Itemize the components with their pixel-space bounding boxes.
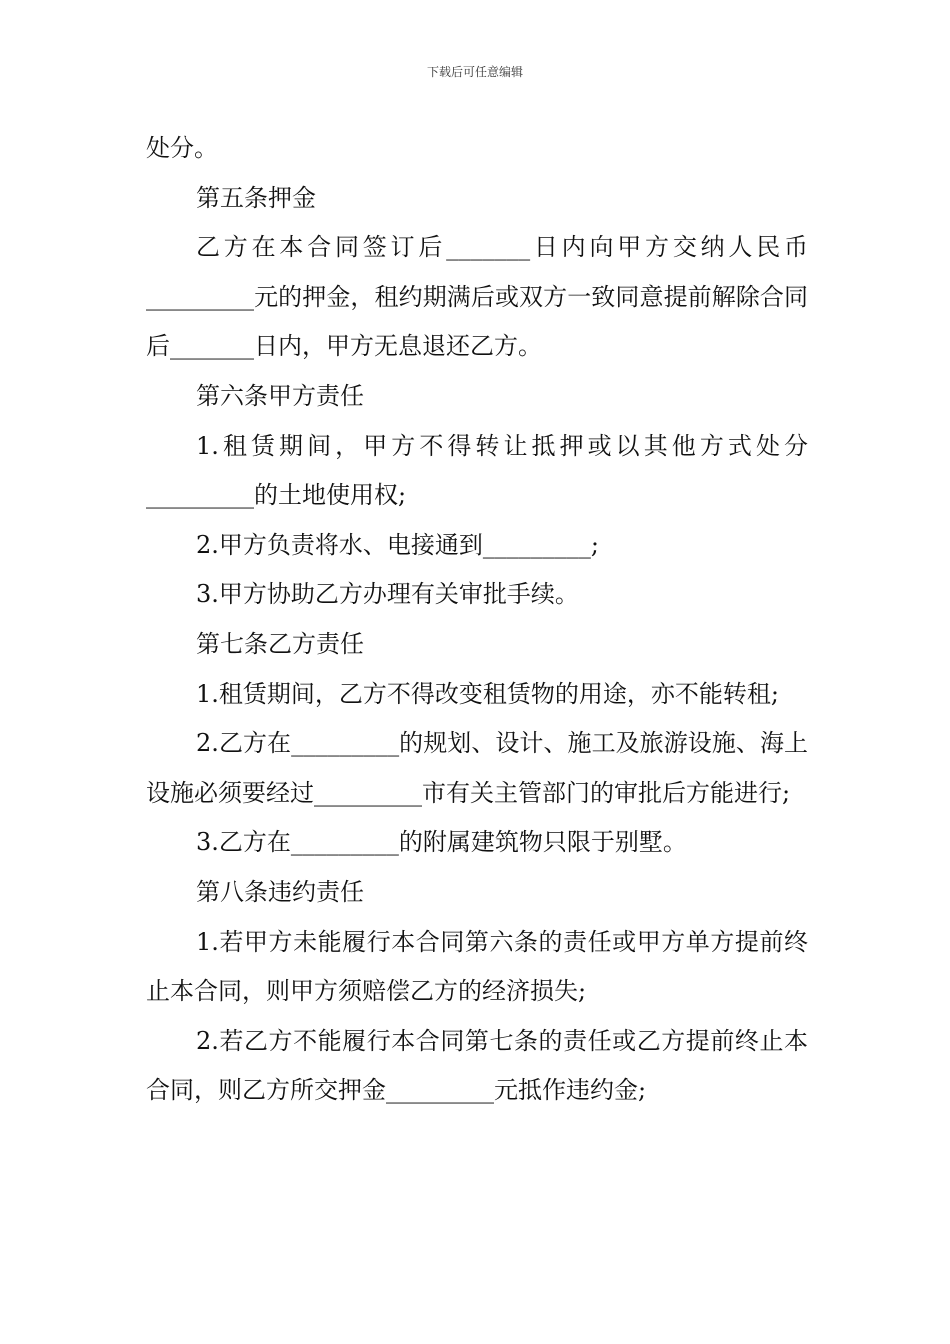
document-body	[146, 124, 808, 1116]
article-6-heading: 第六条甲方责任	[196, 381, 364, 410]
article-5-deposit-clause: 乙方在本合同签订后_______日内向甲方交纳人民币_________元的押金，租约期满后或双方一致同意提前解除合同后_______日内，甲方无息退还乙方。	[146, 233, 808, 361]
article-8-item-2: 2.若乙方不能履行本合同第七条的责任或乙方提前终止本合同，则乙方所交押金_________元抵作违约金;	[146, 1026, 808, 1105]
page-header: 下载后可任意编辑	[426, 65, 523, 79]
article-8-heading: 第八条违约责任	[196, 877, 364, 906]
article-7-heading: 第七条乙方责任	[196, 629, 364, 658]
article-5-heading: 第五条押金	[196, 183, 316, 212]
article-6-item-3: 3.甲方协助乙方办理有关审批手续。	[196, 580, 579, 609]
paragraph-continuation: 处分。	[146, 134, 218, 162]
article-7-item-3: 3.乙方在_________的附属建筑物只限于别墅。	[196, 828, 687, 857]
article-8-item-1: 1.若甲方未能履行本合同第六条的责任或甲方单方提前终止本合同，则甲方须赔偿乙方的经济损失;	[146, 927, 808, 1006]
article-6-item-2: 2.甲方负责将水、电接通到_________;	[196, 530, 599, 559]
article-7-item-1: 1.租赁期间，乙方不得改变租赁物的用途，亦不能转租;	[196, 679, 779, 708]
article-6-item-1: 1.租赁期间，甲方不得转让抵押或以其他方式处分_________的土地使用权;	[146, 431, 808, 510]
article-7-item-2: 2.乙方在_________的规划、设计、施工及旅游设施、海上设施必须要经过_________市有关主管部门的审批后方能进行;	[146, 729, 808, 807]
